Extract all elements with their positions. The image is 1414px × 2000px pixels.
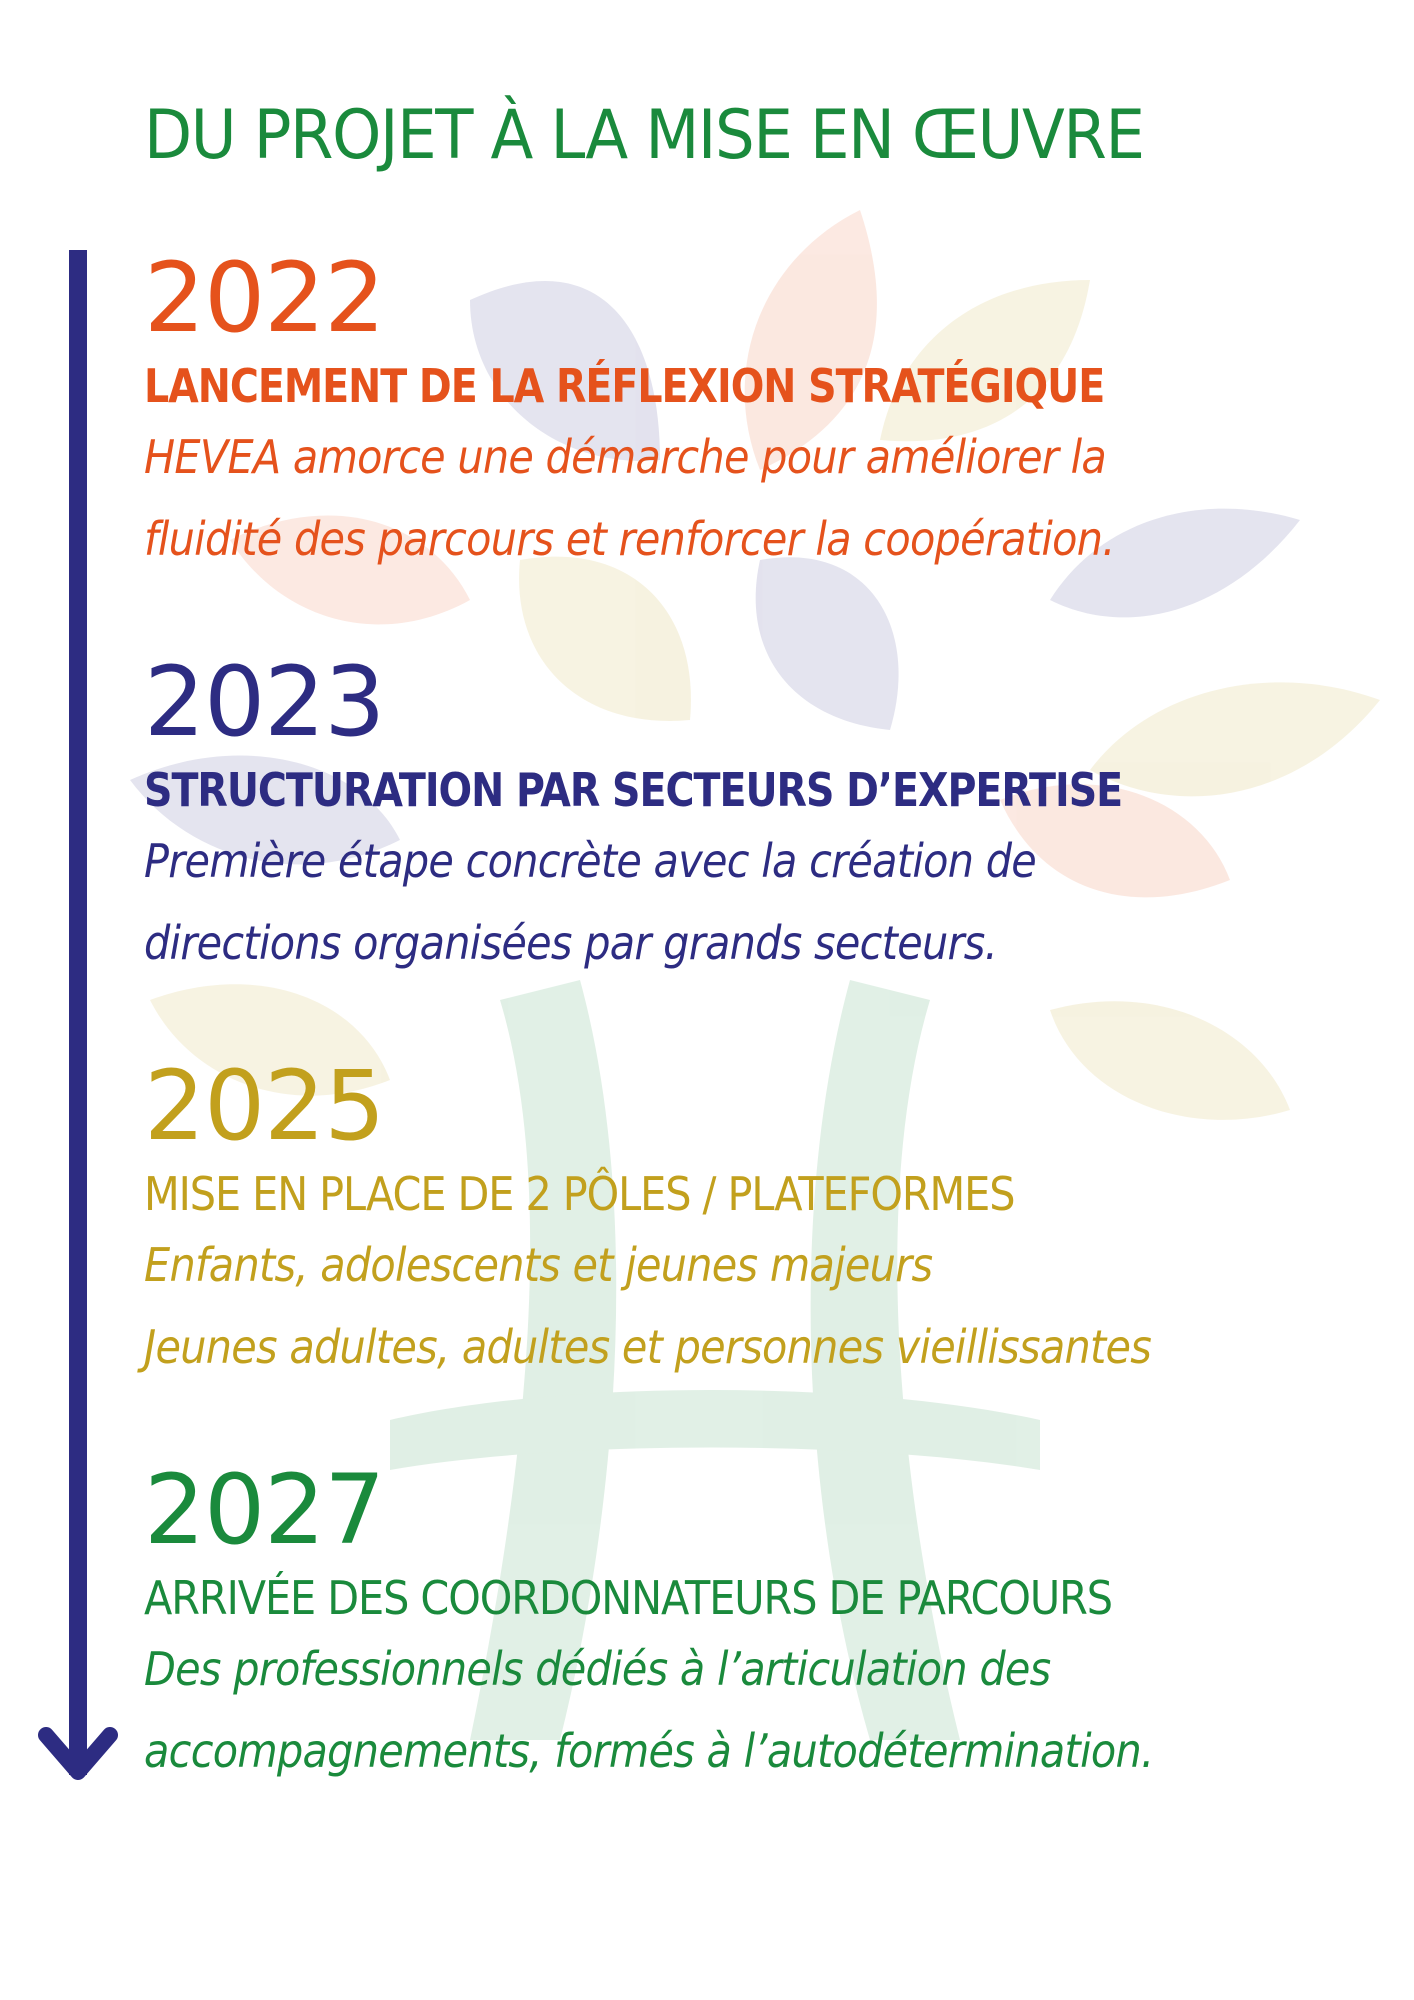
timeline-year: 2025 [144,1050,385,1162]
description-line: Des professionnels dédiés à l’articulation des [144,1642,1051,1696]
description-line: accompagnements, formés à l’autodétermination. [144,1724,1154,1778]
timeline-year: 2023 [144,646,385,758]
timeline-heading: STRUCTURATION PAR SECTEURS D’EXPERTISE [144,763,1123,817]
timeline-heading: MISE EN PLACE DE 2 PÔLES / PLATEFORMES [144,1167,1015,1221]
description-line: fluidité des parcours et renforcer la coopération. [144,512,1115,566]
description-line: Enfants, adolescents et jeunes majeurs [144,1238,933,1292]
description-line: Première étape concrète avec la création de [144,834,1037,888]
description-line: Jeunes adultes, adultes et personnes vieillissantes [144,1320,1152,1374]
timeline-year: 2027 [144,1454,385,1566]
description-line: directions organisées par grands secteurs. [144,916,998,970]
timeline-heading: ARRIVÉE DES COORDONNATEURS DE PARCOURS [144,1571,1112,1625]
timeline-year: 2022 [144,242,385,354]
page-title: DU PROJET À LA MISE EN ŒUVRE [144,96,1144,175]
description-line: HEVEA amorce une démarche pour améliorer la [144,430,1107,484]
timeline-heading: LANCEMENT DE LA RÉFLEXION STRATÉGIQUE [144,359,1105,413]
